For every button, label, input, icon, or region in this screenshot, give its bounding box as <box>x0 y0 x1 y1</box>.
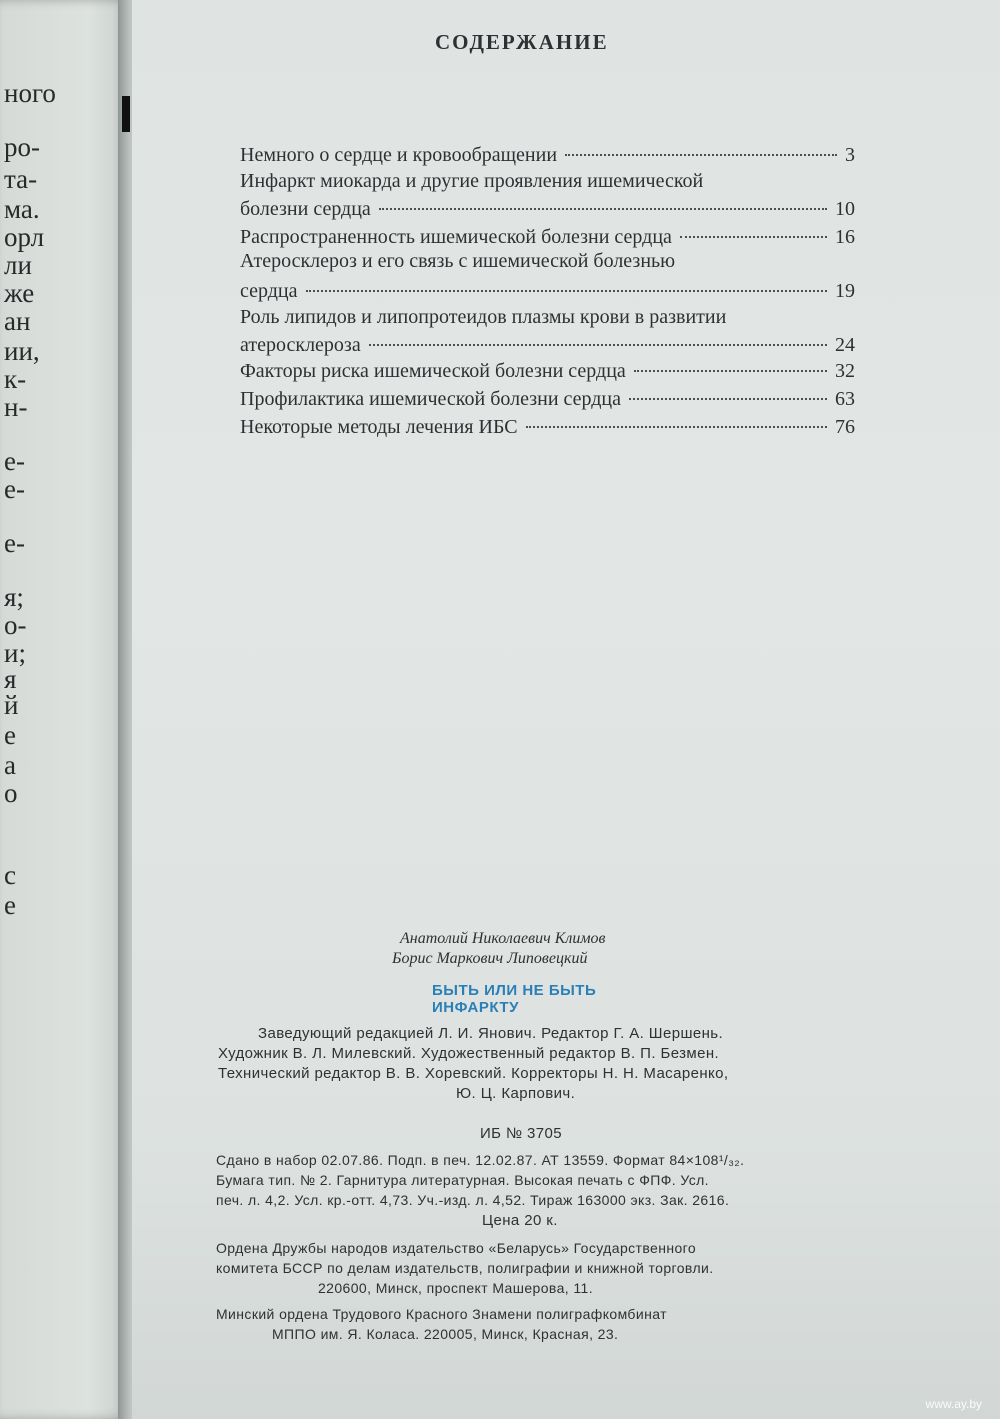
left-page-fragment: е <box>4 890 16 920</box>
left-page-fragment: о <box>4 778 18 808</box>
author-name: Борис Маркович Липовецкий <box>392 950 588 967</box>
toc-entry-title: Немного о сердце и кровообращении <box>240 144 558 166</box>
print-details-line: печ. л. 4,2. Усл. кр.-отт. 4,73. Уч.-изд. л. 4,52. Тираж 163000 экз. Зак. 2616. <box>216 1192 730 1208</box>
toc-entry-title-continued: болезни сердца <box>240 198 371 220</box>
toc-entry-title: Инфаркт миокарда и другие проявления ишемической <box>240 170 704 192</box>
toc-page-number: 76 <box>835 416 855 438</box>
binding-mark <box>122 96 130 132</box>
toc-entry <box>240 416 855 439</box>
left-page-fragment: с <box>4 860 16 890</box>
left-page-fragment: и; <box>4 638 26 668</box>
left-page-fragment: я <box>4 664 17 694</box>
toc-entry-title-continued: сердца <box>240 280 298 302</box>
toc-entry <box>240 144 855 167</box>
toc-page-number: 3 <box>845 144 855 166</box>
left-page-fragment: о- <box>4 610 27 640</box>
toc-entry-title: Атеросклероз и его связь с ишемической болезнью <box>240 250 676 272</box>
toc-entry-title: Факторы риска ишемической болезни сердца <box>240 360 626 382</box>
dot-leader <box>565 154 837 156</box>
print-details-line: Бумага тип. № 2. Гарнитура литературная. Высокая печать с ФПФ. Усл. <box>216 1172 709 1188</box>
price: Цена 20 к. <box>482 1212 558 1229</box>
print-details-line: Сдано в набор 02.07.86. Подп. в печ. 12.02.87. АТ 13559. Формат 84×108¹/₃₂. <box>216 1152 745 1168</box>
left-page-fragment: к- <box>4 364 27 394</box>
left-page-fragment: а <box>4 750 16 780</box>
toc-entry <box>240 198 855 221</box>
dot-leader <box>369 344 827 346</box>
toc-entry-title: Некоторые методы лечения ИБС <box>240 416 518 438</box>
left-page-fragment: н- <box>4 392 28 422</box>
left-page-fragment: та- <box>4 164 38 194</box>
toc-entry-title: Распространенность ишемической болезни сердца <box>240 226 672 248</box>
editorial-staff-line: Технический редактор В. В. Хоревский. Корректоры Н. Н. Масаренко, <box>218 1065 729 1082</box>
author-name: Анатолий Николаевич Климов <box>400 930 606 947</box>
toc-entry <box>240 388 855 411</box>
toc-entry <box>240 360 855 383</box>
dot-leader <box>526 426 827 428</box>
toc-entry-title: Роль липидов и липопротеидов плазмы крови в развитии <box>240 306 727 328</box>
left-page-fragment: ма. <box>4 194 40 224</box>
publisher-address: 220600, Минск, проспект Машерова, 11. <box>318 1280 593 1296</box>
toc-entry <box>240 280 855 303</box>
dot-leader <box>629 398 827 400</box>
left-page-fragment: ли <box>4 250 32 280</box>
printer-line: Минский ордена Трудового Красного Знамени полиграфкомбинат <box>216 1306 667 1322</box>
toc-entry-title: Профилактика ишемической болезни сердца <box>240 388 622 410</box>
toc-entry <box>240 334 855 357</box>
printer-line: МППО им. Я. Коласа. 220005, Минск, Красная, 23. <box>272 1326 619 1342</box>
toc-page-number: 19 <box>835 280 855 302</box>
editorial-staff-line: Заведующий редакцией Л. И. Янович. Редактор Г. А. Шершень. <box>258 1025 724 1042</box>
left-page-fragment: ан <box>4 306 31 336</box>
toc-page-number: 63 <box>835 388 855 410</box>
toc-page-number: 16 <box>835 226 855 248</box>
editorial-staff-line: Ю. Ц. Карпович. <box>456 1085 576 1102</box>
left-page-fragment: я; <box>4 582 24 612</box>
publisher-line: Ордена Дружбы народов издательство «Беларусь» Государственного <box>216 1240 697 1256</box>
left-page-fragment: е- <box>4 528 25 558</box>
dot-leader <box>634 370 827 372</box>
toc-page-number: 32 <box>835 360 855 382</box>
left-page-fragment: ро- <box>4 132 40 162</box>
toc-page-number: 10 <box>835 198 855 220</box>
site-watermark: www.ay.by <box>925 1397 982 1411</box>
contents-heading: СОДЕРЖАНИЕ <box>435 30 609 54</box>
publisher-line: комитета БССР по делам издательств, полиграфии и книжной торговли. <box>216 1260 714 1276</box>
left-page-fragment: орл <box>4 222 45 252</box>
dot-leader <box>680 236 827 238</box>
dot-leader <box>306 290 828 292</box>
left-page-fragment: ного <box>4 78 56 108</box>
editorial-staff-line: Художник В. Л. Милевский. Художественный редактор В. П. Безмен. <box>218 1045 720 1062</box>
left-page-fragment: е- <box>4 474 25 504</box>
toc-page-number: 24 <box>835 334 855 356</box>
left-page-fragment: ии, <box>4 336 40 366</box>
ib-number: ИБ № 3705 <box>480 1125 563 1142</box>
dot-leader <box>379 208 827 210</box>
left-page-fragment: е <box>4 720 16 750</box>
book-title: ИНФАРКТУ <box>432 999 519 1016</box>
toc-entry <box>240 226 855 249</box>
left-page-fragment: й <box>4 690 19 720</box>
left-page-fragment: е- <box>4 446 25 476</box>
previous-page <box>0 0 128 1419</box>
book-title: БЫТЬ ИЛИ НЕ БЫТЬ <box>432 982 597 999</box>
left-page-fragment: же <box>4 278 35 308</box>
toc-entry-title-continued: атеросклероза <box>240 334 361 356</box>
